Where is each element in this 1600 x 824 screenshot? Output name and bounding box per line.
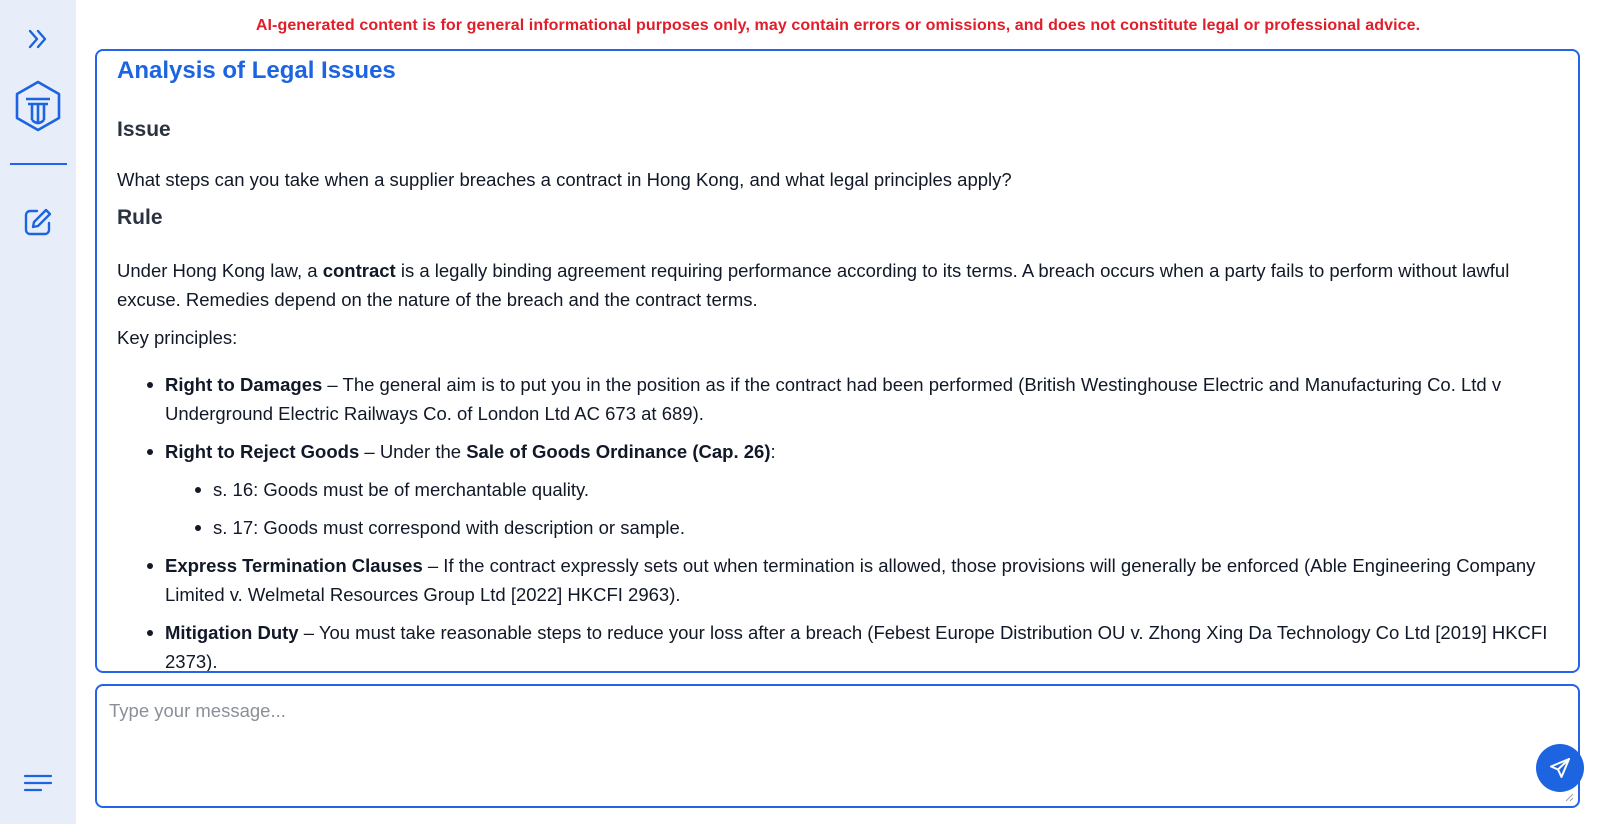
disclaimer-banner: AI-generated content is for general informational purposes only, may contain errors or omissions, and does not constitute legal or professional advice. (255, 17, 1421, 34)
expand-chevrons-icon (25, 26, 51, 52)
main-area (76, 0, 1600, 824)
rule-text-pre: Under Hong Kong law, a (117, 260, 323, 281)
principle-title: Right to Damages (165, 374, 323, 395)
sub-list-item: s. 16: Goods must be of merchantable quality. (193, 475, 1558, 504)
rule-text-post: is a legally binding agreement requiring performance according to its terms. A breach occurs when a party fails to perform without lawful excuse. Remedies depend on the nature of the breach and the contract terms. (117, 260, 1510, 310)
principle-text: – You must take reasonable steps to reduce your loss after a breach (Febest Europe Distribution OU v. Zhong Xing Da Technology Co Ltd [2019] HKCFI 2373). (165, 622, 1548, 672)
app-logo[interactable] (0, 80, 76, 132)
principle-text: – The general aim is to put you in the position as if the contract had been performed (British Westinghouse Electric and Manufacturing Co. Ltd v Underground Electric Railways Co. of London Ltd AC 673 at 689). (165, 374, 1502, 424)
sidebar (0, 0, 76, 824)
menu-button[interactable] (0, 768, 76, 798)
principle-text: – Under the (359, 441, 467, 462)
principles-list (117, 370, 1558, 673)
principle-ordinance: Sale of Goods Ordinance (Cap. 26) (466, 441, 771, 462)
list-item (145, 618, 1558, 673)
rule-text-bold: contract (322, 260, 396, 281)
principle-title: Right to Reject Goods (165, 441, 360, 462)
principle-text: – If the contract expressly sets out when termination is allowed, those provisions will generally be enforced (Able Engineering Company Limited v. Welmetal Resources Group Ltd [2022] HKCFI 2963). (165, 555, 1536, 605)
rule-text (117, 256, 1558, 314)
list-item (145, 370, 1558, 428)
expand-sidebar-button[interactable] (0, 22, 76, 56)
sub-list (165, 475, 1558, 542)
issue-heading: Issue (117, 118, 171, 141)
message-composer (95, 684, 1580, 808)
principle-title: Mitigation Duty (165, 622, 299, 643)
key-principles-label: Key principles: (117, 327, 238, 348)
list-item (145, 437, 1558, 542)
resize-grip-icon[interactable] (1564, 792, 1574, 802)
list-item (145, 551, 1558, 609)
chat-response-panel[interactable] (95, 49, 1580, 673)
send-button[interactable] (1536, 744, 1584, 792)
rule-heading: Rule (117, 206, 163, 229)
response-title: Analysis of Legal Issues (117, 57, 396, 84)
principle-title: Express Termination Clauses (165, 555, 423, 576)
issue-text: What steps can you take when a supplier breaches a contract in Hong Kong, and what legal principles apply? (117, 169, 1012, 190)
new-chat-edit-icon (22, 206, 54, 238)
message-input[interactable] (109, 700, 1479, 790)
legal-pillar-logo-icon (14, 80, 62, 132)
principle-text: : (770, 441, 776, 462)
new-chat-button[interactable] (0, 205, 76, 239)
menu-lines-icon (23, 772, 53, 794)
sidebar-divider (10, 163, 67, 165)
send-paper-plane-icon (1548, 756, 1572, 780)
sub-list-item: s. 17: Goods must correspond with description or sample. (193, 513, 1558, 542)
